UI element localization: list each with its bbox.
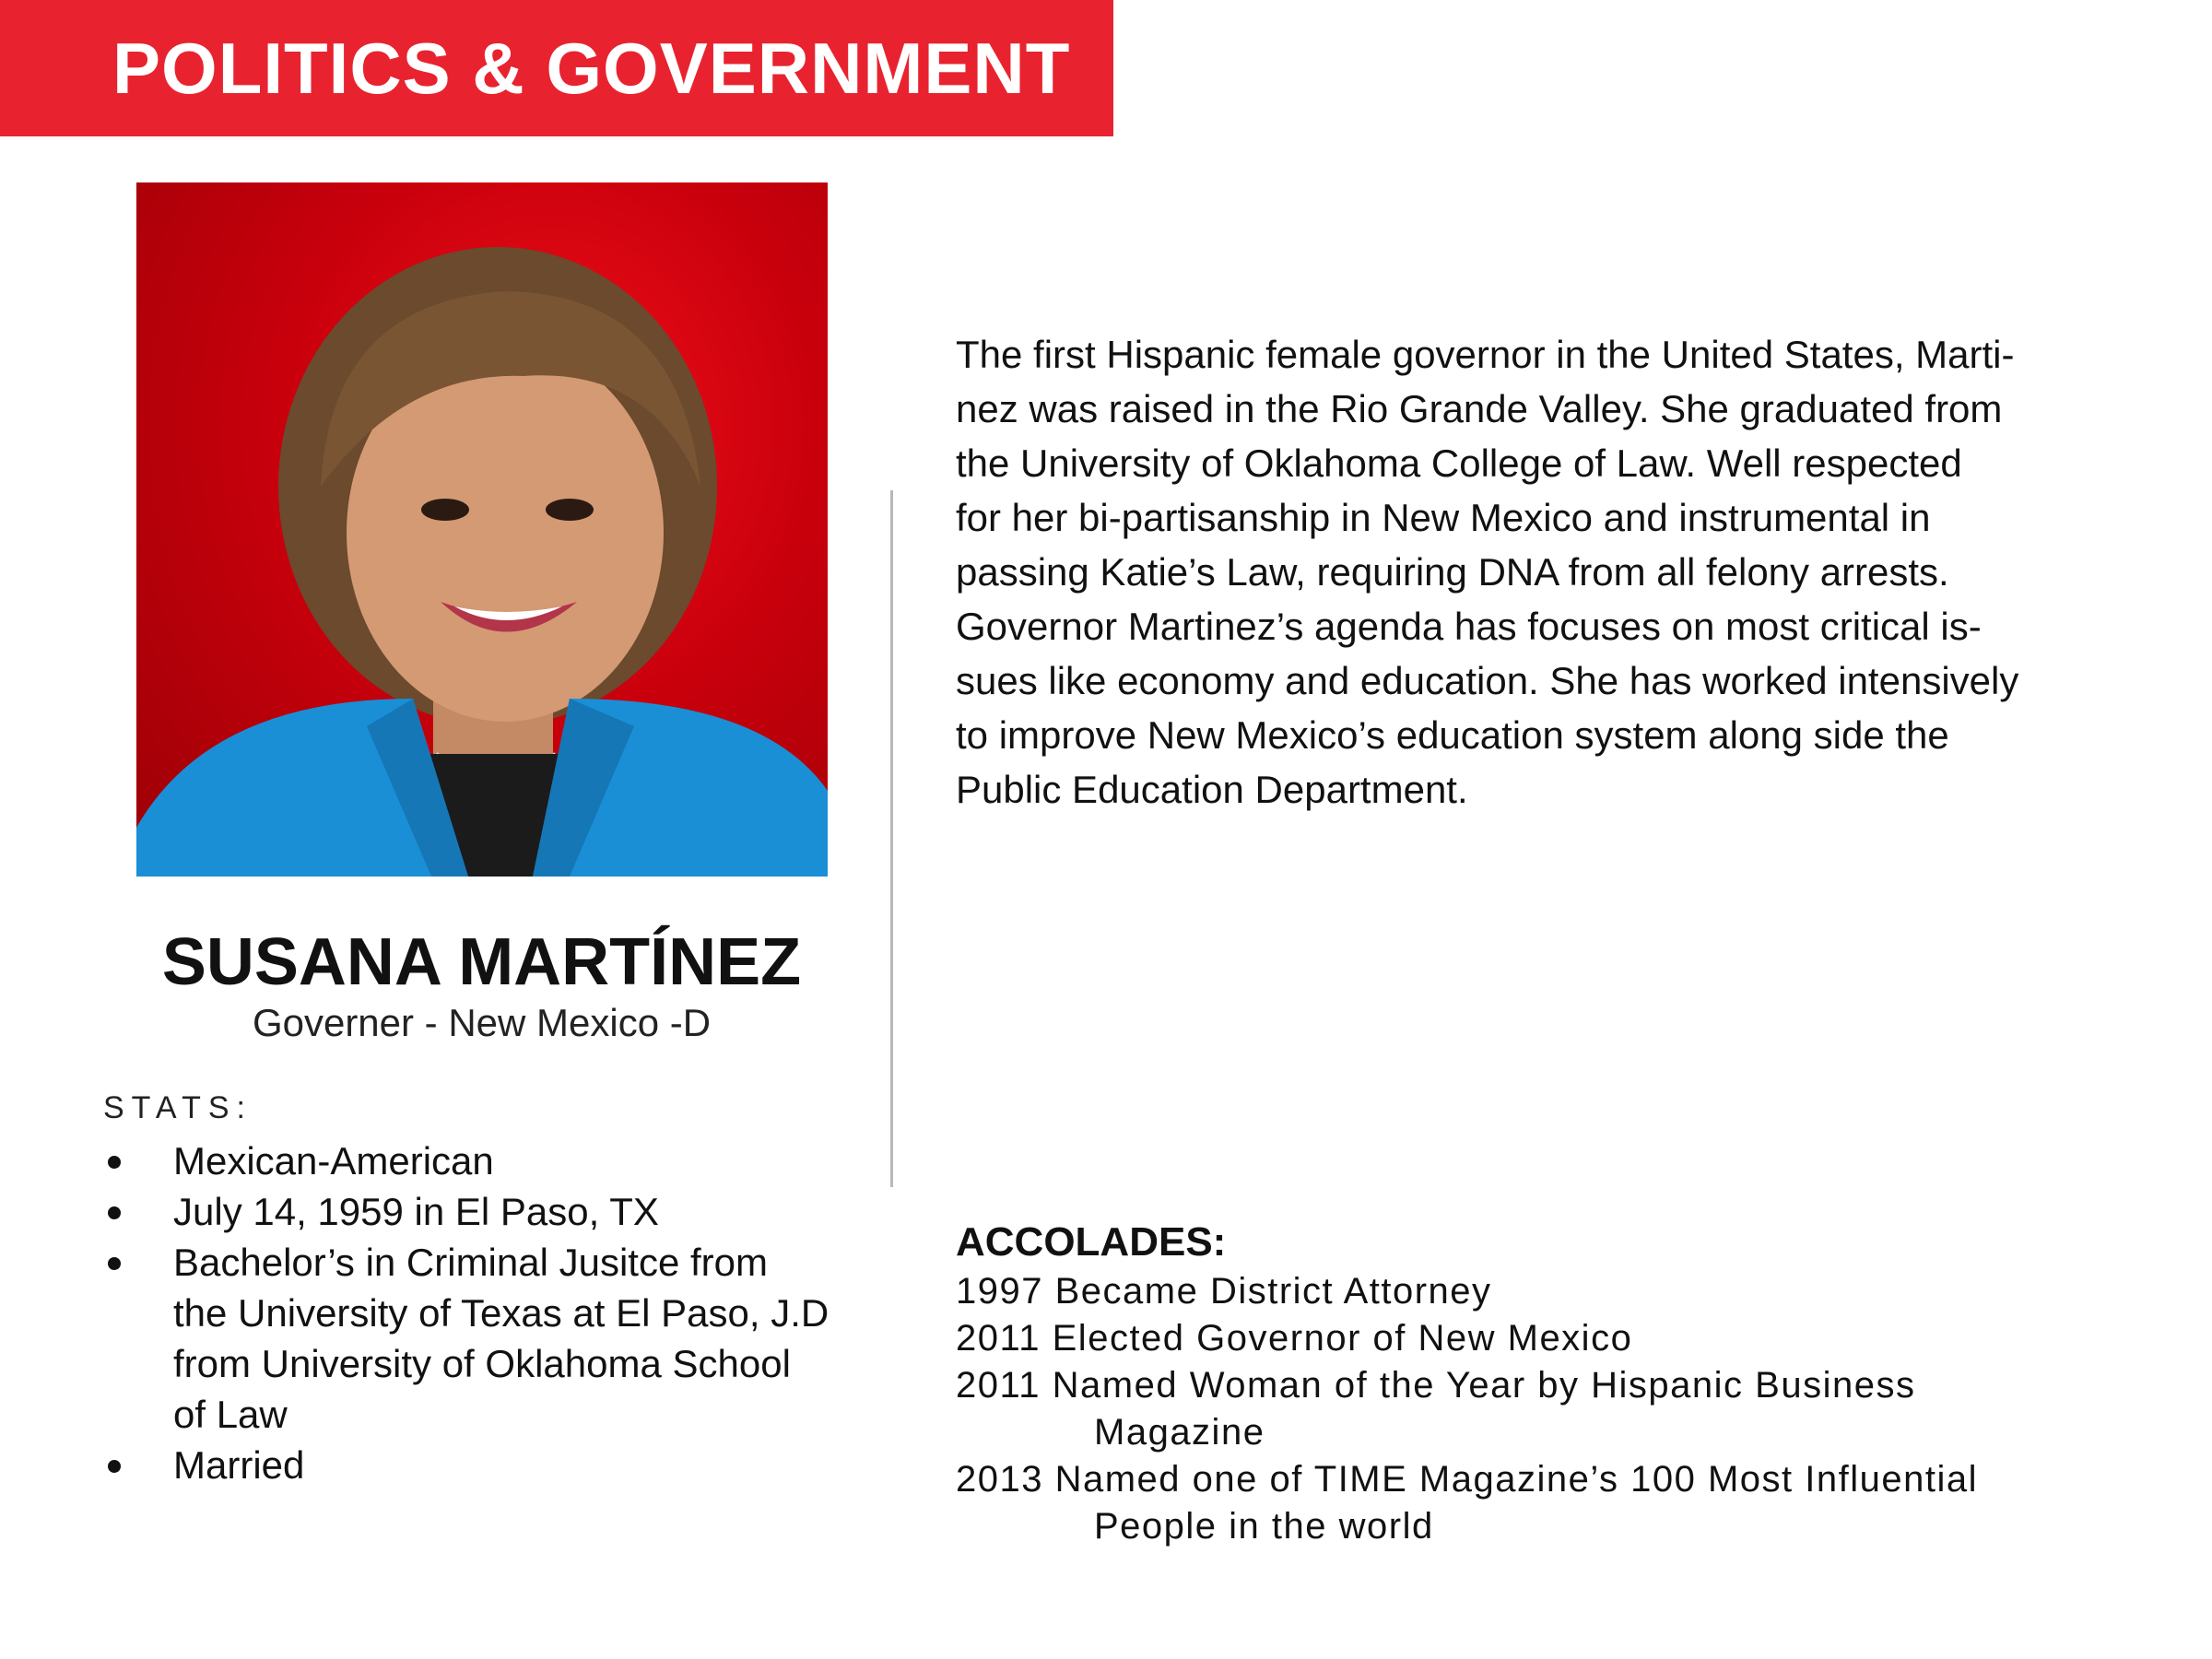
stats-item-text: July 14, 1959 in El Paso, TX	[173, 1190, 659, 1233]
stats-item-text: Mexican-American	[173, 1139, 494, 1182]
accolade-item	[956, 1315, 2117, 1362]
stats-heading: STATS:	[103, 1090, 253, 1125]
person-name: SUSANA MARTÍNEZ	[161, 925, 802, 999]
bullet-icon	[108, 1156, 121, 1169]
header-banner	[0, 0, 1113, 136]
stats-item	[103, 1186, 877, 1237]
bio-line: to improve New Mexico’s education system along side the	[956, 713, 1949, 757]
bio-line: sues like economy and education. She has worked intensively	[956, 659, 2019, 702]
bio-line: Public Education Department.	[956, 768, 1468, 811]
stats-item	[103, 1237, 877, 1440]
stats-item	[103, 1135, 877, 1186]
stats-item-text: the University of Texas at El Paso, J.D	[173, 1291, 830, 1335]
stats-list	[103, 1135, 877, 1490]
stats-item-text: Married	[173, 1443, 305, 1487]
accolade-continuation: People in the world	[1094, 1506, 1434, 1547]
stats-item-text: Bachelor’s in Criminal Jusitce from	[173, 1241, 768, 1284]
accolades-list	[956, 1268, 2117, 1550]
stats-item-text: of Law	[173, 1393, 288, 1436]
stats-item-text: from University of Oklahoma School	[173, 1342, 791, 1385]
bio-line: passing Katie’s Law, requiring DNA from all felony arrests.	[956, 550, 1949, 594]
bullet-icon	[108, 1460, 121, 1473]
bio-line: The first Hispanic female governor in the United States, Marti-	[956, 333, 2015, 376]
accolade-text: 2013 Named one of TIME Magazine’s 100 Most Influential	[956, 1459, 1979, 1500]
bio-line: nez was raised in the Rio Grande Valley. She graduated from	[956, 387, 2003, 430]
portrait-illustration	[136, 182, 828, 877]
accolade-item	[956, 1268, 2117, 1315]
bio-line: Governor Martinez’s agenda has focuses on most critical is-	[956, 605, 1982, 648]
bio-line: for her bi-partisanship in New Mexico and instrumental in	[956, 496, 1931, 539]
bio-line: the University of Oklahoma College of Law. Well respected	[956, 441, 1962, 485]
accolade-continuation: Magazine	[1094, 1412, 1265, 1453]
stats-item	[103, 1440, 877, 1490]
vertical-divider	[890, 490, 893, 1187]
bullet-icon	[108, 1206, 121, 1219]
accolades-heading: ACCOLADES:	[956, 1219, 1227, 1265]
accolade-text: 1997 Became District Attorney	[956, 1271, 1492, 1312]
biography	[956, 327, 2117, 817]
accolade-item	[956, 1456, 2117, 1550]
section-title: POLITICS & GOVERNMENT	[112, 28, 1071, 109]
portrait-photo	[136, 182, 828, 877]
accolade-text: 2011 Elected Governor of New Mexico	[956, 1318, 1633, 1359]
bullet-icon	[108, 1257, 121, 1270]
accolade-item	[956, 1362, 2117, 1456]
person-title: Governer - New Mexico -D	[252, 1001, 712, 1044]
accolade-text: 2011 Named Woman of the Year by Hispanic Business	[956, 1365, 1916, 1406]
